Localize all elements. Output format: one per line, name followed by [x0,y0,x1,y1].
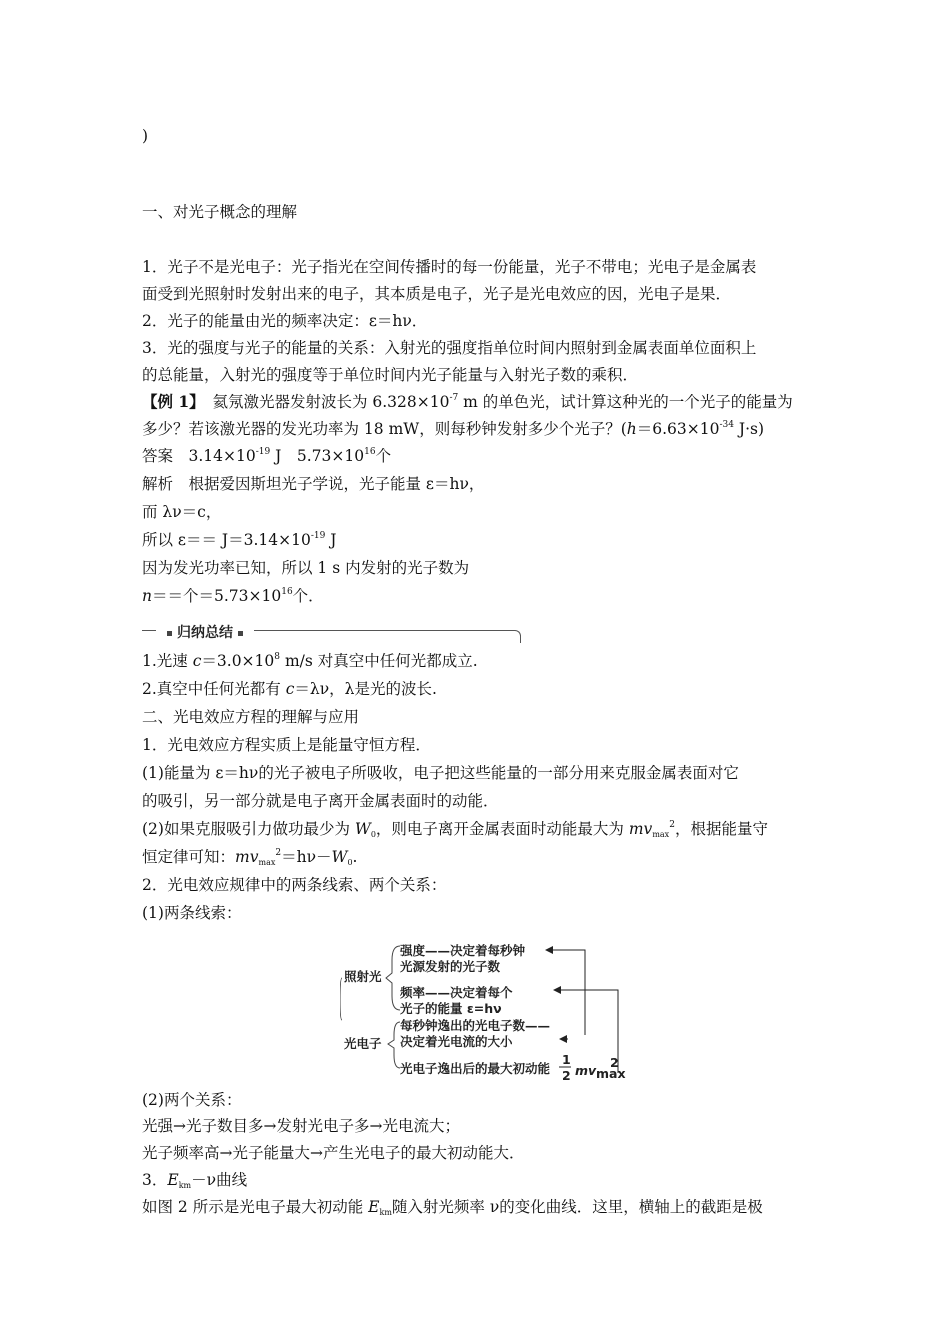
point-1b-line-1: (2)如果克服吸引力做功最少为 $W_0$，则电子离开金属表面时动能最大为 $mv_{max}^2$，根据能量守 [142,820,768,839]
point-2b: (2)两个关系： [142,1091,242,1109]
electron-label: 光电子 [344,1036,382,1051]
point-1a-line-2: 的吸引，另一部分就是电子离开金属表面时的动能． [142,792,499,810]
paragraph-1-line-1: 1．光子不是光电子：光子指光在空间传播时的每一份能量，光子不带电；光电子是金属表 [142,258,757,276]
count-line-2: 决定着光电流的大小 [400,1034,513,1049]
solution-line-2: 而 λν＝c， [142,503,222,521]
half-numerator: 1 [562,1052,571,1067]
paragraph-3-line-1: 3．光的强度与光子的能量的关系：入射光的强度指单位时间内照射到金属表面单位面积上 [142,339,757,357]
max-ke-label: 光电子逸出后的最大初动能 [400,1061,551,1076]
solution-line-1: 解析 根据爱因斯坦光子学说，光子能量 ε＝hν， [142,475,485,493]
paragraph-3-line-2: 的总能量，入射光的强度等于单位时间内光子能量与入射光子数的乘积． [142,366,639,384]
frequency-line-1: 频率——决定着每个 [400,985,513,1000]
point-1: 1．光电效应方程实质上是能量守恒方程． [142,736,431,754]
point-2: 2．光电效应规律中的两条线索、两个关系： [142,876,447,894]
two-clues-diagram [340,940,630,1085]
section-heading-1: 一、对光子概念的理解 [142,203,298,221]
summary-header [142,622,520,644]
light-brace [386,946,400,1010]
electron-brace [388,1022,400,1068]
example-tag: 【例 1】 [142,392,197,411]
paragraph-1-line-2: 面受到光照射时发射出来的电子，其本质是电子，光子是光电效应的因，光电子是果． [142,285,732,303]
point-4: 如图 2 所示是光电子最大初动能 $E_{km}$随入射光频率 ν的变化曲线．这里，横轴上的截距是极 [142,1198,763,1217]
summary-item-2: 2.真空中任何光都有 c＝λν，λ是光的波长. [142,680,437,698]
clues-diagram-svg [340,940,630,1085]
arrow-count-to-intensity [546,950,585,1035]
relation-1: 光强→光子数目多→发射光电子多→光电流大； [142,1117,460,1135]
closing-paren: ) [142,127,149,145]
solution-line-5: n＝＝个$=5.73\times 10^{16}$个． [142,587,324,605]
point-2a: (1)两条线索： [142,904,242,922]
summary-title: 归纳总结 [177,625,233,641]
half-denominator: 2 [562,1068,571,1083]
summary-item-1: 1.光速 $c=3.0\times 10^8$ m/s 对真空中任何光都成立. [142,652,478,670]
outer-brace [340,978,342,1020]
intensity-line-2: 光源发射的光子数 [400,959,501,974]
vmax-subscript: max [596,1066,626,1081]
light-label: 照射光 [344,969,382,984]
solution-line-4: 因为发光功率已知，所以 1 s 内发射的光子数为 [142,559,470,577]
count-line-1: 每秒钟逸出的光电子数—— [400,1018,551,1033]
solution-line-3: 所以 $\varepsilon== J=3.14\times 10^{-19}$ J [142,531,337,549]
point-3: 3．$E_{km}-\nu$曲线 [142,1171,248,1190]
squared-mark: 2 [610,1055,619,1070]
answer-line: 答案 $3.14\times 10^{-19}$ J $5.73\times 10^{16}$个 [142,447,392,465]
frequency-line-2: 光子的能量 ε=hν [400,1001,502,1016]
point-1a-line-1: (1)能量为 ε＝hν的光子被电子所吸收，电子把这些能量的一部分用来克服金属表面对它 [142,764,739,782]
point-1b-line-2: 恒定律可知：$mv_{max}^2=h\nu-W_0$. [142,848,358,867]
relation-2: 光子频率高→光子能量大→产生光电子的最大初动能大． [142,1144,525,1162]
example-line-1: 【例 1】 氦氖激光器发射波长为 $6.328\times 10^{-7}$ m 的单色光，试计算这种光的一个光子的能量为 [142,392,793,411]
intensity-line-1: 强度——决定着每秒钟 [400,943,526,958]
example-line-2: 多少？若该激光器的发光功率为 18 mW，则每秒钟发射多少个光子？($h=6.63\times 10^{-34}$ J·s) [142,420,765,438]
mv-symbol: mv [575,1063,597,1078]
section-heading-2: 二、光电效应方程的理解与应用 [142,708,360,726]
paragraph-2: 2．光子的能量由光的频率决定：ε＝hν． [142,312,428,330]
